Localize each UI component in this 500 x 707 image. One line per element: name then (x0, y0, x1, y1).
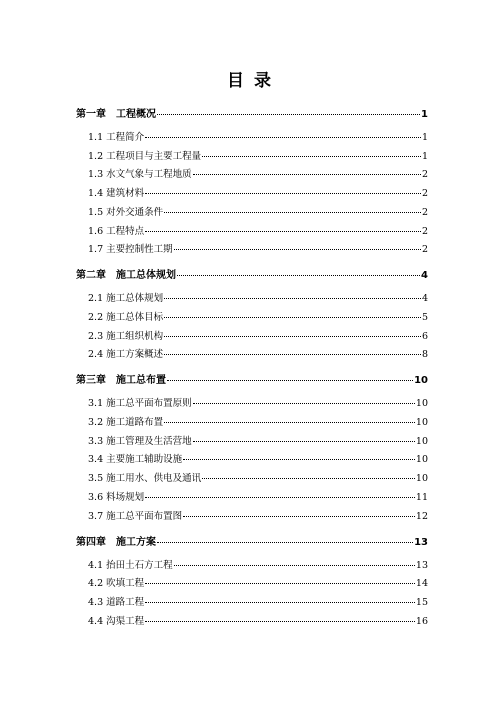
toc-entry-title: 抬田土石方工程 (106, 559, 173, 571)
toc-entry-number: 第四章 (76, 536, 106, 548)
toc-section-entry[interactable] (88, 575, 428, 589)
toc-entry-label (88, 395, 192, 409)
toc-entry-label (88, 129, 144, 143)
toc-entry-title: 料场规划 (106, 491, 145, 503)
toc-section-entry[interactable] (88, 613, 428, 627)
toc-page-number: 16 (415, 615, 428, 627)
toc-entry-label (88, 470, 201, 484)
toc-section-entry[interactable] (88, 346, 428, 360)
dot-leader (145, 230, 421, 232)
toc-section-entry[interactable] (88, 223, 428, 237)
toc-entry-title: 吹填工程 (106, 578, 145, 590)
toc-page-number: 5 (421, 311, 428, 323)
toc-entry-number: 3.7 (88, 510, 104, 522)
toc-section-entry[interactable] (88, 433, 428, 447)
toc-section-entry[interactable] (88, 309, 428, 323)
dot-leader (145, 601, 415, 603)
toc-entry-number: 2.2 (88, 311, 104, 323)
toc-entry-label (88, 290, 163, 304)
toc-section-entry[interactable] (88, 470, 428, 484)
dot-leader (193, 402, 415, 404)
toc-entry-title: 施工方案概述 (106, 349, 164, 361)
toc-page-number: 10 (415, 417, 428, 428)
toc-page-number: 1 (421, 150, 428, 162)
toc-entry-label (88, 223, 144, 237)
toc-entry-title: 工程概况 (116, 109, 156, 120)
toc-section-entry[interactable] (88, 328, 428, 342)
toc-entry-number: 2.3 (88, 330, 104, 342)
dot-leader (145, 192, 421, 194)
toc-entry-title: 施工组织机构 (106, 330, 164, 342)
toc-entry-title: 水文气象与工程地质 (106, 169, 192, 181)
toc-section-entry[interactable] (88, 290, 428, 304)
toc-entry-label (88, 148, 201, 162)
toc-section-entry[interactable] (88, 489, 428, 503)
toc-entry-number: 1.2 (88, 150, 104, 162)
toc-entry-number: 1.5 (88, 206, 104, 218)
toc-entry-number: 第二章 (76, 270, 106, 282)
toc-section-entry[interactable] (88, 129, 428, 143)
dot-leader (193, 440, 415, 442)
toc-section-entry[interactable] (88, 166, 428, 180)
dot-leader (145, 136, 421, 138)
toc-entry-label (88, 575, 144, 589)
toc-page-number: 15 (415, 596, 428, 608)
toc-section-entry[interactable] (88, 508, 428, 522)
toc-entry-number: 3.3 (88, 435, 104, 447)
page-title: 目 录 (227, 71, 273, 91)
toc-entry-label (88, 489, 144, 503)
toc-entry-title: 施工总体规划 (106, 293, 164, 305)
toc-section-entry[interactable] (88, 204, 428, 218)
toc-entry-title: 施工道路布置 (106, 417, 164, 428)
toc-section-entry[interactable] (88, 451, 428, 465)
toc-entry-number: 1.7 (88, 244, 104, 256)
dot-leader (193, 173, 421, 175)
dot-leader (164, 335, 421, 337)
toc-entry-label (88, 451, 182, 465)
toc-entry-title: 主要施工辅助设施 (106, 454, 183, 466)
toc-page-number: 1 (421, 109, 428, 120)
dot-leader (174, 248, 421, 250)
toc-entry-number: 第一章 (76, 109, 106, 120)
toc-section-entry[interactable] (88, 148, 428, 162)
toc-entry-label (88, 594, 144, 608)
toc-chapter-entry[interactable] (76, 533, 428, 548)
toc-entry-number: 4.3 (88, 596, 104, 608)
toc-page-number: 13 (415, 559, 428, 571)
dot-leader (164, 421, 415, 423)
toc-page-number: 6 (421, 330, 428, 342)
dot-leader (202, 155, 421, 157)
toc-entry-label (88, 613, 144, 627)
dot-leader (177, 274, 420, 276)
dot-leader (164, 297, 421, 299)
toc-page-number: 10 (415, 398, 428, 410)
toc-entry-title: 工程简介 (106, 132, 145, 143)
toc-section-entry[interactable] (88, 241, 428, 255)
toc-entry-label (88, 414, 163, 428)
toc-entry-title: 施工总平面布置图 (106, 510, 183, 522)
toc-entry-number: 1.6 (88, 225, 104, 237)
toc-entry-title: 建筑材料 (106, 188, 145, 200)
dot-leader (167, 379, 413, 381)
toc-entry-label (88, 241, 173, 255)
toc-entry-label (76, 533, 156, 548)
toc-entry-number: 3.2 (88, 417, 104, 428)
toc-page-number: 13 (414, 536, 428, 548)
dot-leader (164, 316, 421, 318)
toc-section-entry[interactable] (88, 185, 428, 199)
toc-entry-title: 施工管理及生活营地 (106, 435, 192, 447)
dot-leader (174, 564, 415, 566)
toc-entry-label (88, 204, 163, 218)
toc-entry-title: 工程特点 (106, 225, 145, 237)
toc-entry-number: 4.4 (88, 615, 104, 627)
toc-entry-label (88, 166, 192, 180)
toc-entry-title: 施工总体目标 (106, 311, 164, 323)
toc-entry-title: 施工总体规划 (116, 270, 176, 282)
toc-page-number: 14 (415, 578, 428, 590)
dot-leader (157, 113, 420, 115)
toc-entry-number: 3.4 (88, 454, 104, 466)
toc-page-number: 2 (421, 169, 428, 181)
toc-entry-number: 3.5 (88, 473, 104, 485)
toc-page-number: 2 (421, 206, 428, 218)
toc-entry-number: 1.4 (88, 188, 104, 200)
toc-entry-number: 3.1 (88, 398, 104, 410)
toc-page-number: 10 (414, 375, 428, 387)
toc-entry-label (76, 266, 176, 281)
toc-section-entry[interactable] (88, 594, 428, 608)
dot-leader (183, 515, 415, 517)
toc-page-number: 4 (421, 293, 428, 305)
toc-page-number: 12 (415, 510, 428, 522)
toc-entry-title: 对外交通条件 (106, 206, 164, 218)
toc-entry-number: 4.2 (88, 578, 104, 590)
toc-page-number: 1 (421, 132, 428, 143)
toc-entry-number: 第三章 (76, 375, 106, 387)
toc-entry-title: 工程项目与主要工程量 (106, 150, 202, 162)
toc-entry-title: 主要控制性工期 (106, 244, 173, 256)
toc-entry-title: 沟渠工程 (106, 615, 145, 627)
toc-page-number: 10 (415, 454, 428, 466)
toc-entry-title: 道路工程 (106, 596, 145, 608)
toc-entry-label (88, 328, 163, 342)
toc-chapter-entry[interactable] (76, 105, 428, 120)
toc-section-entry[interactable] (88, 395, 428, 409)
toc-page-number: 2 (421, 225, 428, 237)
toc-page-number: 10 (415, 473, 428, 485)
toc-entry-title: 施工总布置 (116, 375, 166, 387)
toc-entry-number: 3.6 (88, 491, 104, 503)
dot-leader (145, 620, 415, 622)
toc-entry-label (76, 105, 156, 120)
dot-leader (202, 477, 415, 479)
toc-page-number: 10 (415, 435, 428, 447)
toc-entry-number: 4.1 (88, 559, 104, 571)
toc-entry-number: 2.4 (88, 349, 104, 361)
dot-leader (164, 211, 421, 213)
toc-page-number: 11 (415, 491, 428, 503)
toc-entry-number: 1.3 (88, 169, 104, 181)
dot-leader (183, 458, 415, 460)
toc-page-number: 2 (421, 244, 428, 256)
toc-entry-label (88, 346, 163, 360)
toc-entry-label (88, 557, 173, 571)
toc-chapter-entry[interactable] (76, 266, 428, 281)
toc-entry-label (76, 371, 166, 386)
toc-entry-label (88, 185, 144, 199)
toc-entry-title: 施工用水、供电及通讯 (106, 473, 202, 485)
dot-leader (164, 353, 421, 355)
toc-section-entry[interactable] (88, 557, 428, 571)
toc-entry-number: 2.1 (88, 293, 104, 305)
dot-leader (145, 582, 415, 584)
toc-chapter-entry[interactable] (76, 371, 428, 386)
toc-entry-title: 施工总平面布置原则 (106, 398, 192, 410)
toc-entry-title: 施工方案 (116, 536, 156, 548)
toc-page-number: 2 (421, 188, 428, 200)
toc-page-number: 8 (421, 349, 428, 361)
toc-section-entry[interactable] (88, 414, 428, 428)
toc-entry-label (88, 433, 192, 447)
dot-leader (145, 496, 415, 498)
toc-entry-number: 1.1 (88, 132, 104, 143)
dot-leader (157, 541, 413, 543)
toc-entry-label (88, 508, 182, 522)
toc-page-number: 4 (421, 270, 428, 282)
toc-entry-label (88, 309, 163, 323)
